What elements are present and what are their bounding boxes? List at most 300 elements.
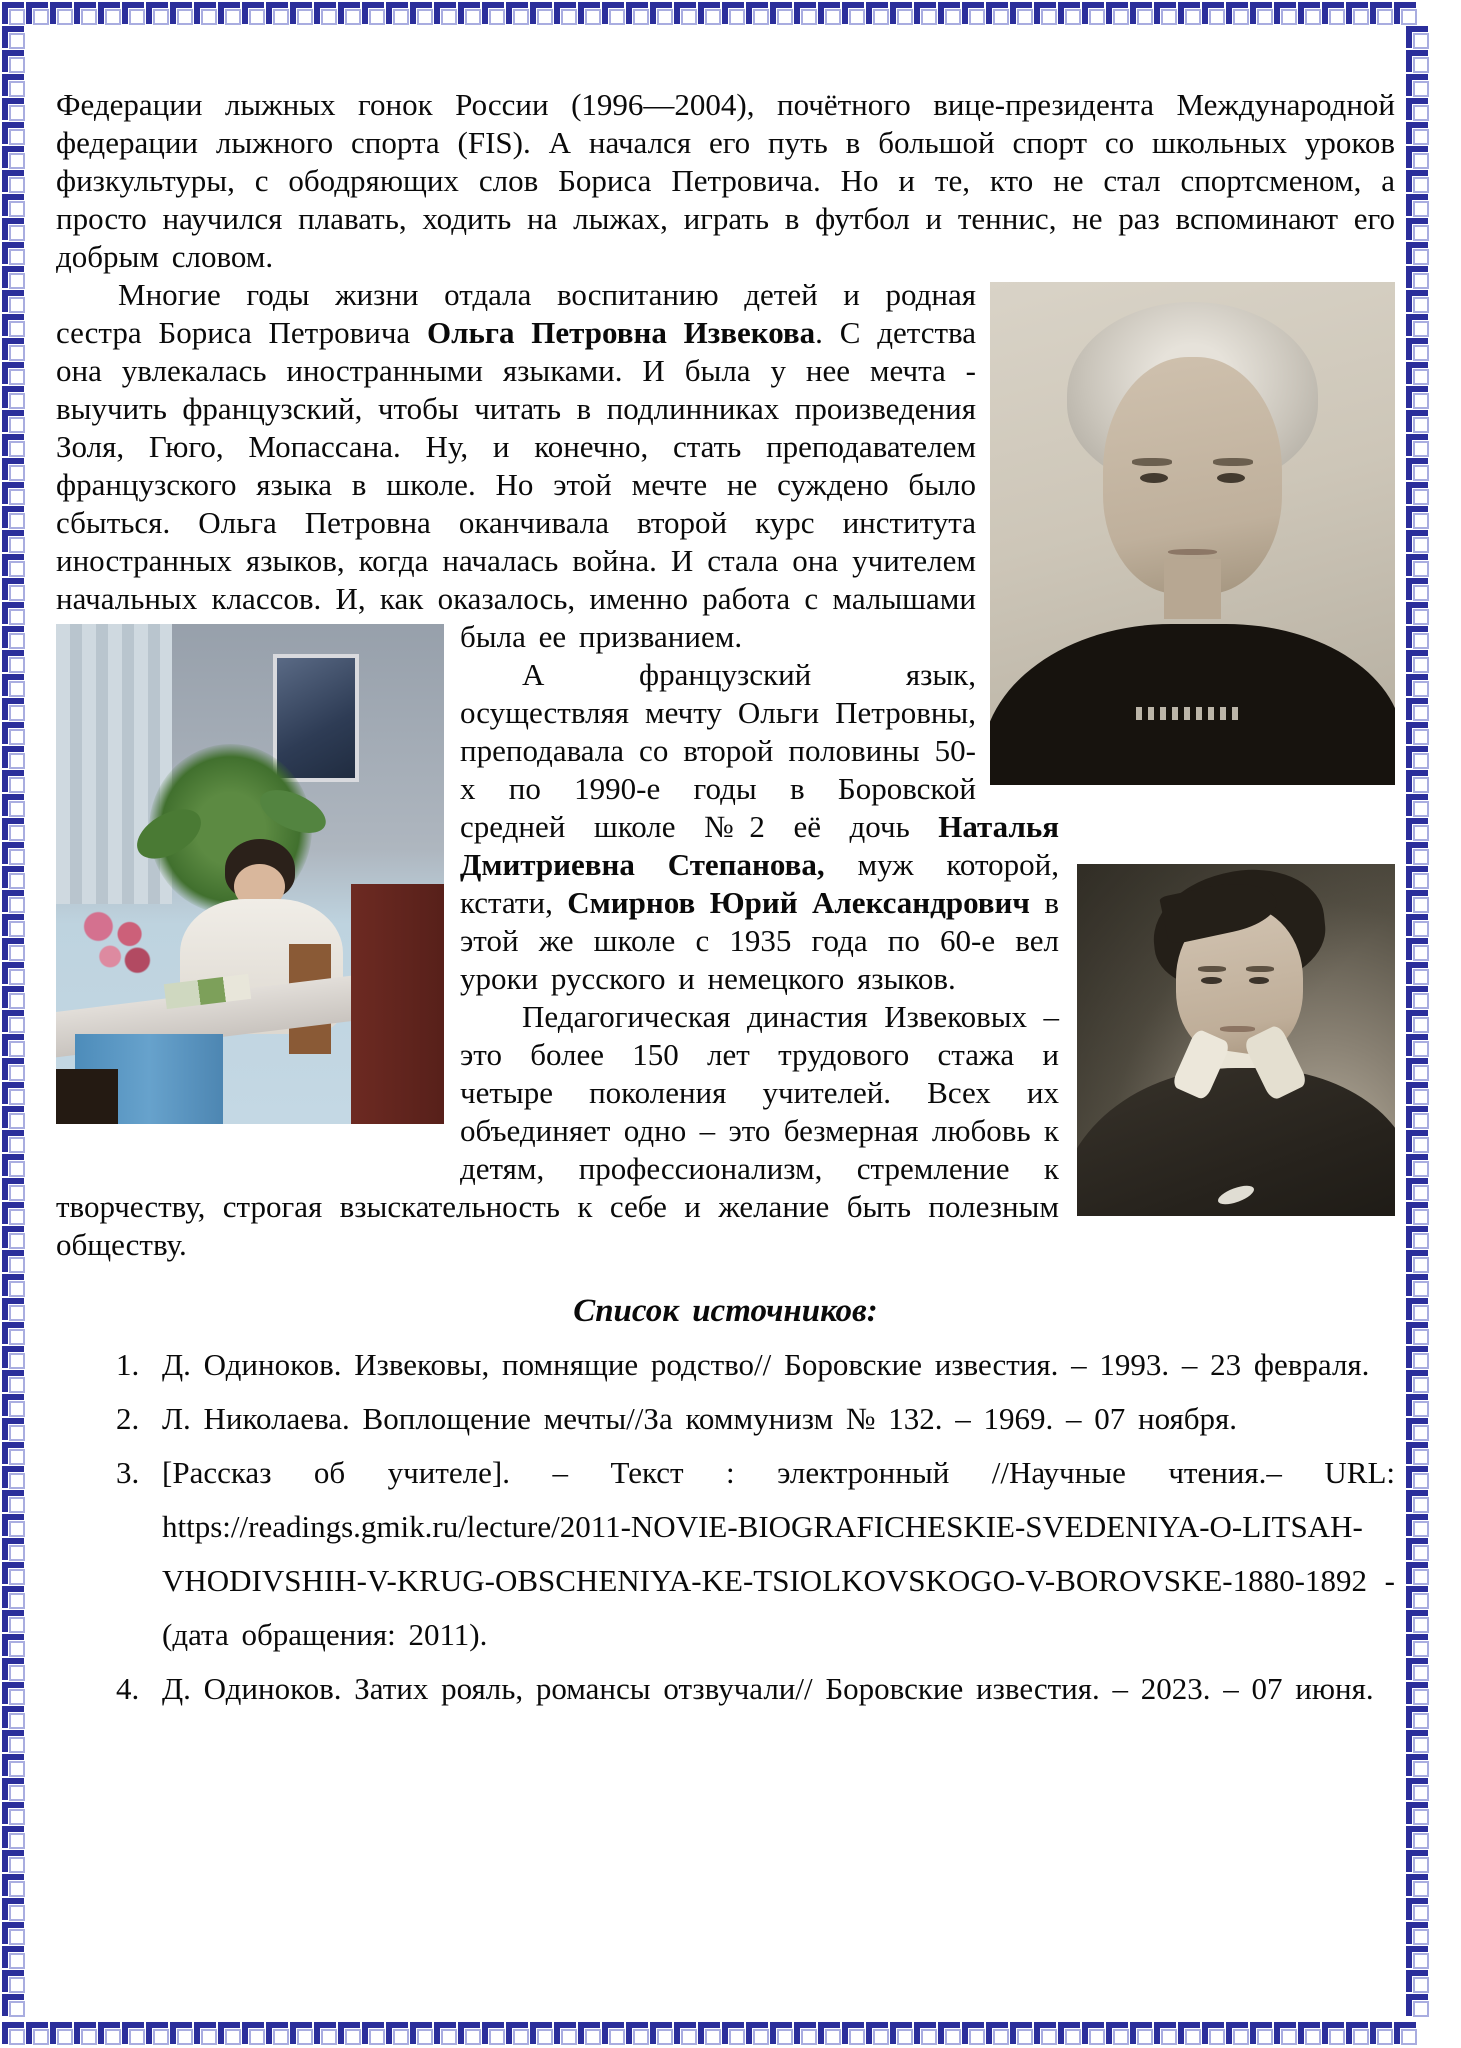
border-tile	[2, 1034, 26, 1058]
border-tile	[218, 2022, 242, 2046]
source-item	[116, 1338, 1395, 1392]
border-tile	[2, 170, 26, 194]
border-tile	[530, 2022, 554, 2046]
border-tile	[1322, 2, 1346, 26]
border-tile	[2, 1730, 26, 1754]
border-tile	[1130, 2, 1154, 26]
paragraph-dynasty-text: Педагогическая династия Извековых – это более 150 лет трудового стажа и четыре поколения учителей. Всех их объединяет одно – это безмерная любовь к детям, профессионализм, стремление к творчеству, строгая взыскательность к себе и желание быть полезным обществу.	[56, 999, 1059, 1262]
border-tile	[1154, 2022, 1178, 2046]
border-tile	[794, 2, 818, 26]
border-tile	[1406, 1682, 1430, 1706]
border-tile	[1010, 2022, 1034, 2046]
paragraph-olga-text: призванием.	[578, 619, 743, 654]
border-tile	[2, 50, 26, 74]
border-tile	[2, 338, 26, 362]
border-tile	[1130, 2022, 1154, 2046]
border-tile	[1406, 98, 1430, 122]
border-tile	[1406, 1754, 1430, 1778]
border-tile	[2, 1442, 26, 1466]
border-tile	[2, 1082, 26, 1106]
border-tile	[2, 482, 26, 506]
border-tile	[2, 218, 26, 242]
border-tile	[2, 1778, 26, 1802]
border-tile	[2, 1490, 26, 1514]
border-tile	[2, 2022, 26, 2046]
border-tile	[890, 2, 914, 26]
border-tile	[1406, 194, 1430, 218]
border-tile	[2, 1274, 26, 1298]
border-tile	[1406, 1706, 1430, 1730]
border-tile	[2, 26, 26, 50]
border-tile	[506, 2022, 530, 2046]
border-tile	[146, 2, 170, 26]
border-tile	[2, 1946, 26, 1970]
border-tile	[1406, 578, 1430, 602]
border-tile	[1406, 218, 1430, 242]
source-item	[116, 1446, 1395, 1662]
source-text: Д. Одиноков. Затих рояль, романсы отзвучали// Боровские известия. – 2023. – 07 июня.	[162, 1671, 1374, 1706]
border-tile	[2, 458, 26, 482]
photo-shape-brow	[1132, 458, 1173, 466]
border-tile	[1406, 50, 1430, 74]
border-tile	[2, 770, 26, 794]
border-tile	[2, 506, 26, 530]
border-tile	[1010, 2, 1034, 26]
border-tile	[386, 2, 410, 26]
border-tile	[2, 1322, 26, 1346]
border-tile	[482, 2022, 506, 2046]
border-tile	[1406, 362, 1430, 386]
border-tile	[2, 1994, 26, 2018]
border-tile	[434, 2022, 458, 2046]
border-tile	[1406, 1226, 1430, 1250]
border-tile	[2, 1634, 26, 1658]
border-tile	[2, 1682, 26, 1706]
border-tile	[818, 2, 842, 26]
border-tile	[1346, 2022, 1370, 2046]
border-tile	[2, 1562, 26, 1586]
border-tile	[1406, 1850, 1430, 1874]
border-tile	[2, 122, 26, 146]
border-tile	[2, 842, 26, 866]
border-left	[2, 26, 26, 2022]
border-tile	[482, 2, 506, 26]
border-tile	[1406, 1178, 1430, 1202]
border-tile	[1406, 674, 1430, 698]
border-tile	[1250, 2, 1274, 26]
border-tile	[2, 1058, 26, 1082]
border-tile	[2, 674, 26, 698]
border-tile	[1250, 2022, 1274, 2046]
border-tile	[938, 2, 962, 26]
border-tile	[2, 290, 26, 314]
border-tile	[794, 2022, 818, 2046]
border-tile	[2, 98, 26, 122]
border-tile	[1406, 266, 1430, 290]
border-tile	[2, 1130, 26, 1154]
border-right	[1406, 26, 1430, 2022]
border-tile	[2, 986, 26, 1010]
border-tile	[1406, 1922, 1430, 1946]
border-tile	[122, 2, 146, 26]
source-number: 2.	[116, 1401, 140, 1436]
border-tile	[1406, 410, 1430, 434]
border-tile	[1322, 2022, 1346, 2046]
border-tile	[290, 2022, 314, 2046]
border-tile	[2, 146, 26, 170]
border-tile	[1394, 2, 1418, 26]
border-tile	[770, 2, 794, 26]
border-tile	[674, 2022, 698, 2046]
border-tile	[890, 2022, 914, 2046]
border-tile	[362, 2, 386, 26]
border-tile	[1034, 2, 1058, 26]
border-tile	[650, 2, 674, 26]
source-number: 4.	[116, 1671, 140, 1706]
border-tile	[986, 2, 1010, 26]
border-tile	[1406, 1346, 1430, 1370]
border-tile	[1406, 866, 1430, 890]
border-tile	[458, 2, 482, 26]
border-tile	[554, 2022, 578, 2046]
border-tile	[2, 1346, 26, 1370]
border-tile	[74, 2022, 98, 2046]
name-olga-petrovna-izvekova: Ольга Петровна Извекова	[427, 315, 816, 350]
border-tile	[1406, 1898, 1430, 1922]
border-tile	[1346, 2, 1370, 26]
border-tile	[1406, 1946, 1430, 1970]
border-tile	[1082, 2, 1106, 26]
source-item	[116, 1392, 1395, 1446]
border-tile	[1274, 2022, 1298, 2046]
border-tile	[1406, 1970, 1430, 1994]
border-tile	[218, 2, 242, 26]
border-tile	[2, 938, 26, 962]
border-tile	[2, 1178, 26, 1202]
border-tile	[1406, 794, 1430, 818]
border-tile	[1406, 1274, 1430, 1298]
border-tile	[1406, 1298, 1430, 1322]
border-tile	[2, 1826, 26, 1850]
border-tile	[2, 1250, 26, 1274]
border-tile	[698, 2022, 722, 2046]
border-tile	[1406, 1202, 1430, 1226]
border-tile	[2, 1370, 26, 1394]
border-tile	[1406, 1658, 1430, 1682]
border-tile	[2, 1610, 26, 1634]
border-tile	[74, 2, 98, 26]
border-tile	[1406, 1514, 1430, 1538]
photo-shape-mouth	[1220, 1026, 1255, 1032]
border-tile	[1406, 650, 1430, 674]
border-tile	[1406, 1010, 1430, 1034]
border-tile	[2, 1106, 26, 1130]
source-number: 1.	[116, 1347, 140, 1382]
border-tile	[410, 2022, 434, 2046]
border-tile	[1406, 434, 1430, 458]
border-tile	[1406, 1730, 1430, 1754]
article	[56, 86, 1395, 1716]
border-tile	[1106, 2022, 1130, 2046]
photo-shape-flowers	[75, 904, 153, 979]
border-tile	[2, 266, 26, 290]
border-tile	[1406, 26, 1430, 50]
border-tile	[194, 2022, 218, 2046]
border-tile	[746, 2022, 770, 2046]
source-text: Л. Николаева. Воплощение мечты//За коммунизм № 132. – 1969. – 07 ноября.	[162, 1401, 1238, 1436]
border-tile	[1406, 1610, 1430, 1634]
border-tile	[1406, 290, 1430, 314]
name-yuri-smirnov: Смирнов Юрий Александрович	[567, 885, 1030, 920]
border-tile	[1406, 1418, 1430, 1442]
border-tile	[2, 530, 26, 554]
border-tile	[1082, 2022, 1106, 2046]
photo-olga-petrovna-izvekova	[990, 282, 1395, 785]
border-tile	[2, 1010, 26, 1034]
border-tile	[2, 2, 26, 26]
border-tile	[602, 2, 626, 26]
border-tile	[1178, 2, 1202, 26]
border-tile	[98, 2, 122, 26]
border-tile	[2, 386, 26, 410]
border-tile	[1406, 1370, 1430, 1394]
border-tile	[1370, 2, 1394, 26]
border-tile	[578, 2, 602, 26]
border-tile	[2, 1154, 26, 1178]
paragraph-french-text: в этой же школе с 1935 года по 60-е вел уроки русского и немецкого языков.	[460, 885, 1060, 996]
border-tile	[1406, 890, 1430, 914]
border-tile	[170, 2, 194, 26]
border-tile	[818, 2022, 842, 2046]
border-tile	[746, 2, 770, 26]
border-tile	[1406, 386, 1430, 410]
border-tile	[458, 2022, 482, 2046]
border-tile	[2, 1754, 26, 1778]
border-tile	[962, 2, 986, 26]
border-tile	[2, 242, 26, 266]
border-tile	[1226, 2022, 1250, 2046]
border-tile	[2, 650, 26, 674]
border-tile	[2, 1538, 26, 1562]
photo-shape-eye	[1201, 977, 1222, 985]
border-tile	[1298, 2, 1322, 26]
border-tile	[2, 626, 26, 650]
border-tile	[1394, 2022, 1418, 2046]
border-tile	[2, 746, 26, 770]
border-tile	[1406, 482, 1430, 506]
border-tile	[1406, 1058, 1430, 1082]
border-tile	[1406, 554, 1430, 578]
border-tile	[1406, 506, 1430, 530]
photo-shape-floor	[56, 1069, 118, 1124]
border-tile	[2, 1226, 26, 1250]
border-tile	[1154, 2, 1178, 26]
border-tile	[1406, 1538, 1430, 1562]
border-tile	[2, 1802, 26, 1826]
border-tile	[1406, 1562, 1430, 1586]
border-tile	[50, 2022, 74, 2046]
border-tile	[122, 2022, 146, 2046]
sources-heading: Список источников:	[573, 1293, 878, 1329]
border-tile	[2, 1298, 26, 1322]
border-tile	[2, 1514, 26, 1538]
border-tile	[1406, 314, 1430, 338]
border-tile	[1406, 338, 1430, 362]
photo-shape-body	[990, 624, 1395, 785]
photo-shape-brow	[1246, 966, 1275, 972]
border-tile	[2, 314, 26, 338]
border-tile	[1406, 458, 1430, 482]
border-tile	[1406, 1586, 1430, 1610]
border-tile	[1226, 2, 1250, 26]
border-tile	[506, 2, 530, 26]
source-number: 3.	[116, 1455, 140, 1490]
border-tile	[674, 2, 698, 26]
border-tile	[2, 578, 26, 602]
border-tile	[50, 2, 74, 26]
border-tile	[2, 818, 26, 842]
border-tile	[1406, 1802, 1430, 1826]
paragraph-intro-text: Федерации лыжных гонок России (1996—2004), почётного вице-президента Международной федерации лыжного спорта (FIS). А начался его путь в большой спорт со школьных уроков физкультуры, с ободряющих слов Бориса Петровича. Но и те, кто не стал спортсменом, а просто научился плавать, ходить на лыжах, играть в футбол и теннис, не раз вспоминают его добрым словом.	[56, 87, 1395, 274]
border-tile	[866, 2, 890, 26]
border-tile	[842, 2022, 866, 2046]
border-tile	[1034, 2022, 1058, 2046]
border-tile	[1406, 746, 1430, 770]
border-tile	[1406, 1322, 1430, 1346]
border-tile	[1406, 1490, 1430, 1514]
border-tile	[26, 2, 50, 26]
border-tile	[2, 410, 26, 434]
border-tile	[1058, 2022, 1082, 2046]
border-tile	[2, 194, 26, 218]
border-tile	[26, 2022, 50, 2046]
border-tile	[314, 2, 338, 26]
border-tile	[1202, 2, 1226, 26]
border-tile	[2, 1922, 26, 1946]
border-tile	[578, 2022, 602, 2046]
border-tile	[2, 1202, 26, 1226]
border-bottom	[2, 2022, 1434, 2046]
border-tile	[722, 2022, 746, 2046]
border-tile	[386, 2022, 410, 2046]
border-tile	[2, 962, 26, 986]
paragraph-intro	[56, 86, 1395, 276]
border-tile	[722, 2, 746, 26]
border-tile	[314, 2022, 338, 2046]
source-text: [Рассказ об учителе]. – Текст : электронный //Научные чтения.– URL: https://readings.gmik.ru/lecture/2011-NOVIE-BIOGRAFICHESKIE-SVEDENIYA-O-LITSAH-VHODIVSHIH-V-KRUG-OBSCHENIYA-KE-TSIOLKOVSKOGO-V-BOROVSKE-1880-1892 - (дата обращения: 2011).	[162, 1455, 1395, 1652]
border-tile	[1406, 1874, 1430, 1898]
border-tile	[2, 1874, 26, 1898]
paragraph-olga-text: . С детства она увлекалась иностранными языками. И была у нее мечта - выучить французский, чтобы читать в подлинниках произведения Золя, Гюго, Мопассана. Ну, и конечно, стать преподавателем французского языка в школе. Но этой мечте не суждено было сбыться. Ольга Петровна оканчивала второй курс института иностранных языков, когда началась война. И стала она учителем начальных классов. И, как оказалось, именно работа с малышами была ее	[56, 315, 976, 654]
border-tile	[626, 2022, 650, 2046]
border-tile	[1406, 1394, 1430, 1418]
border-tile	[1274, 2, 1298, 26]
border-tile	[1406, 1106, 1430, 1130]
source-text: Д. Одиноков. Извековы, помнящие родство// Боровские известия. – 1993. – 23 февраля.	[162, 1347, 1370, 1382]
border-tile	[2, 866, 26, 890]
border-tile	[1406, 602, 1430, 626]
border-tile	[2, 554, 26, 578]
border-tile	[290, 2, 314, 26]
border-tile	[2, 794, 26, 818]
border-tile	[170, 2022, 194, 2046]
border-tile	[1406, 1082, 1430, 1106]
border-tile	[842, 2, 866, 26]
photo-yuri-smirnov-young	[1077, 864, 1395, 1216]
border-top	[2, 2, 1434, 26]
border-tile	[1406, 530, 1430, 554]
border-tile	[1298, 2022, 1322, 2046]
border-tile	[242, 2, 266, 26]
border-tile	[1406, 626, 1430, 650]
border-tile	[2, 74, 26, 98]
border-tile	[1370, 2022, 1394, 2046]
border-tile	[2, 890, 26, 914]
border-tile	[146, 2022, 170, 2046]
border-tile	[1406, 1130, 1430, 1154]
name-natalya-stepanova: Наталья Дмитриевна Степанова,	[460, 809, 1059, 882]
border-tile	[1406, 74, 1430, 98]
border-tile	[1406, 1826, 1430, 1850]
photo-shape-mouth	[1168, 549, 1217, 556]
border-tile	[2, 1898, 26, 1922]
border-tile	[650, 2022, 674, 2046]
border-tile	[1406, 818, 1430, 842]
border-tile	[266, 2022, 290, 2046]
border-tile	[698, 2, 722, 26]
border-tile	[938, 2022, 962, 2046]
border-tile	[1406, 770, 1430, 794]
border-tile	[1406, 1778, 1430, 1802]
source-item	[116, 1662, 1395, 1716]
border-tile	[242, 2022, 266, 2046]
border-tile	[2, 1706, 26, 1730]
border-tile	[626, 2, 650, 26]
border-tile	[1406, 146, 1430, 170]
border-tile	[1406, 986, 1430, 1010]
border-tile	[2, 434, 26, 458]
border-tile	[2, 722, 26, 746]
photo-teacher-at-desk	[56, 624, 444, 1124]
paragraph-french-text: А французский язык, осуществляя мечту Ольги Петровны, преподавала со второй половины 50-х по 1990-е годы в Боровской средней школе №2 её дочь	[460, 657, 976, 844]
border-tile	[1406, 170, 1430, 194]
photo-shape-brow	[1198, 966, 1227, 972]
border-tile	[1406, 242, 1430, 266]
photo-shape-brow	[1213, 458, 1254, 466]
border-tile	[1406, 722, 1430, 746]
border-tile	[362, 2022, 386, 2046]
border-tile	[2, 1466, 26, 1490]
border-tile	[434, 2, 458, 26]
border-tile	[554, 2, 578, 26]
sources-list	[116, 1338, 1395, 1716]
border-tile	[338, 2, 362, 26]
border-tile	[1106, 2, 1130, 26]
border-tile	[2, 1850, 26, 1874]
border-tile	[410, 2, 434, 26]
border-tile	[1406, 1250, 1430, 1274]
border-tile	[1406, 1994, 1430, 2018]
border-tile	[1406, 122, 1430, 146]
border-tile	[1406, 698, 1430, 722]
border-tile	[986, 2022, 1010, 2046]
border-tile	[1202, 2022, 1226, 2046]
border-tile	[914, 2022, 938, 2046]
border-tile	[914, 2, 938, 26]
border-tile	[2, 1586, 26, 1610]
border-tile	[98, 2022, 122, 2046]
border-tile	[1058, 2, 1082, 26]
